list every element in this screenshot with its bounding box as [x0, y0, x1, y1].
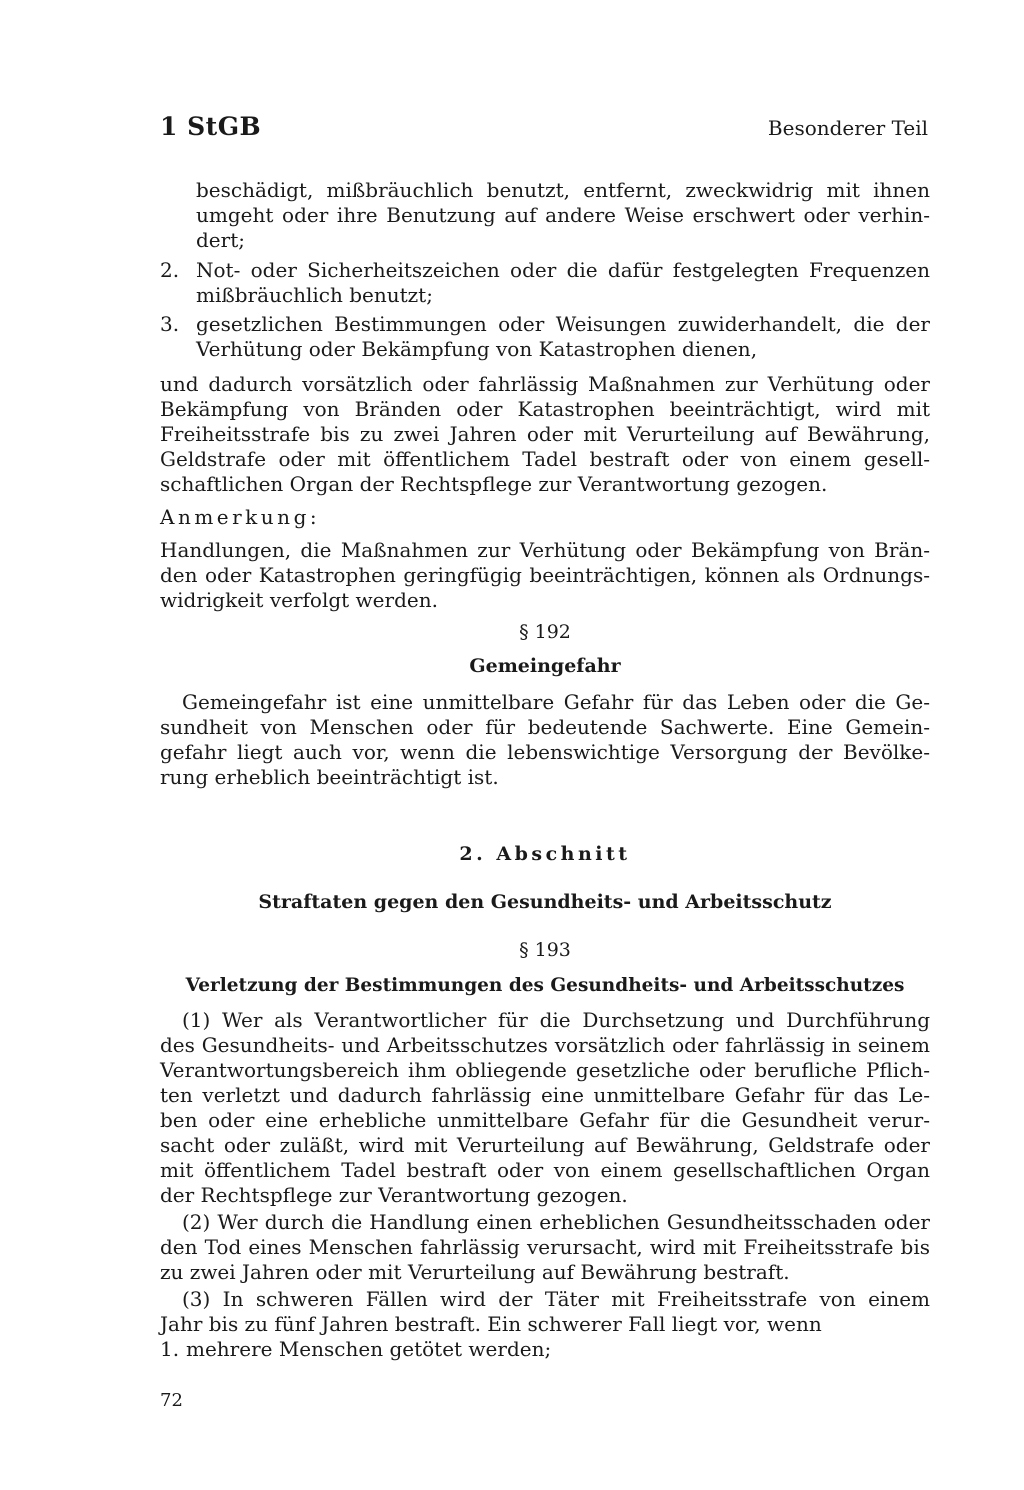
text-line: Gemeingefahr ist eine unmittelbare Gefahr für das Leben oder die Ge-: [182, 690, 930, 714]
text-line: Jahr bis zu fünf Jahren bestraft. Ein schwerer Fall liegt vor, wenn: [160, 1312, 822, 1336]
text-line: Freiheitsstrafe bis zu zwei Jahren oder mit Verurteilung auf Bewährung,: [160, 422, 930, 446]
section-text: [160, 690, 930, 790]
list-item: [196, 312, 930, 362]
chapter-number: 2. Abschnitt: [459, 843, 631, 865]
text-line: ten verletzt und dadurch fahrlässig eine unmittelbare Gefahr für das Le-: [160, 1083, 930, 1107]
text-line: dert;: [196, 228, 245, 252]
section-number: § 193: [519, 939, 571, 961]
text-line: beschädigt, mißbräuchlich benutzt, entfernt, zweckwidrig mit ihnen: [196, 178, 930, 202]
list-item: [196, 258, 930, 308]
text-line: sundheit von Menschen oder für bedeutende Sachwerte. Eine Gemein-: [160, 715, 930, 739]
text-line: Verantwortungsbereich ihm obliegende gesetzliche oder berufliche Pflich-: [160, 1058, 930, 1082]
text-line: mißbräuchlich benutzt;: [196, 283, 433, 307]
list-item: mehrere Menschen getötet werden;: [186, 1337, 552, 1361]
running-head-code: 1 StGB: [160, 112, 262, 141]
text-line: Handlungen, die Maßnahmen zur Verhütung oder Bekämpfung von Brän-: [160, 538, 930, 562]
text-line: ben oder eine erhebliche unmittelbare Gefahr für die Gesundheit verur-: [160, 1108, 930, 1132]
list-number: 2.: [160, 258, 180, 282]
text-line: des Gesundheits- und Arbeitsschutzes vorsätzlich oder fahrlässig in seinem: [160, 1033, 930, 1057]
text-line: Not- oder Sicherheitszeichen oder die dafür festgelegten Frequenzen: [196, 258, 930, 282]
text-line: Verhütung oder Bekämpfung von Katastrophen dienen,: [196, 337, 758, 361]
section-title: Verletzung der Bestimmungen des Gesundheits- und Arbeitsschutzes: [185, 975, 905, 996]
section-paragraph-1: [160, 1008, 930, 1208]
note-text: [160, 538, 930, 613]
text-line: gefahr liegt auch vor, wenn die lebenswichtige Versorgung der Bevölke-: [160, 740, 930, 764]
text-line: (2) Wer durch die Handlung einen erheblichen Gesundheitsschaden oder: [182, 1210, 930, 1234]
section-number: § 192: [519, 621, 571, 643]
text-line: zu zwei Jahren oder mit Verurteilung auf Bewährung bestraft.: [160, 1260, 790, 1284]
running-head-title: Besonderer Teil: [767, 116, 928, 140]
list-number: 3.: [160, 312, 180, 336]
section-paragraph-3: [160, 1287, 930, 1337]
text-line: mit öffentlichem Tadel bestraft oder von einem gesellschaftlichen Organ: [160, 1158, 930, 1182]
chapter-title: Straftaten gegen den Gesundheits- und Arbeitsschutz: [258, 891, 832, 913]
text-line: rung erheblich beeinträchtigt ist.: [160, 765, 499, 789]
text-line: der Rechtspflege zur Verantwortung gezogen.: [160, 1183, 628, 1207]
page-number: 72: [160, 1390, 183, 1411]
text-line: den oder Katastrophen geringfügig beeinträchtigen, können als Ordnungs-: [160, 563, 930, 587]
continuation-block: [196, 178, 930, 253]
section-paragraph-2: [160, 1210, 930, 1285]
text-line: den Tod eines Menschen fahrlässig verursacht, wird mit Freiheitsstrafe bis: [160, 1235, 930, 1259]
list-number: 1.: [160, 1337, 180, 1361]
text-line: widrigkeit verfolgt werden.: [160, 588, 438, 612]
note-label: Anmerkung:: [160, 505, 321, 529]
text-line: (3) In schweren Fällen wird der Täter mit Freiheitsstrafe von einem: [182, 1287, 930, 1311]
section-title: Gemeingefahr: [469, 655, 621, 677]
penalty-paragraph: [160, 372, 930, 497]
text-line: umgeht oder ihre Benutzung auf andere Weise erschwert oder verhin-: [196, 203, 930, 227]
text-line: sacht oder zuläßt, wird mit Verurteilung auf Bewährung, Geldstrafe oder: [160, 1133, 930, 1157]
text-line: und dadurch vorsätzlich oder fahrlässig Maßnahmen zur Verhütung oder: [160, 372, 930, 396]
text-line: schaftlichen Organ der Rechtspflege zur Verantwortung gezogen.: [160, 472, 828, 496]
text-line: (1) Wer als Verantwortlicher für die Durchsetzung und Durchführung: [182, 1008, 930, 1032]
text-line: Bekämpfung von Bränden oder Katastrophen beeinträchtigt, wird mit: [160, 397, 930, 421]
text-line: Geldstrafe oder mit öffentlichem Tadel bestraft oder von einem gesell-: [160, 447, 930, 471]
text-line: gesetzlichen Bestimmungen oder Weisungen zuwiderhandelt, die der: [196, 312, 930, 336]
